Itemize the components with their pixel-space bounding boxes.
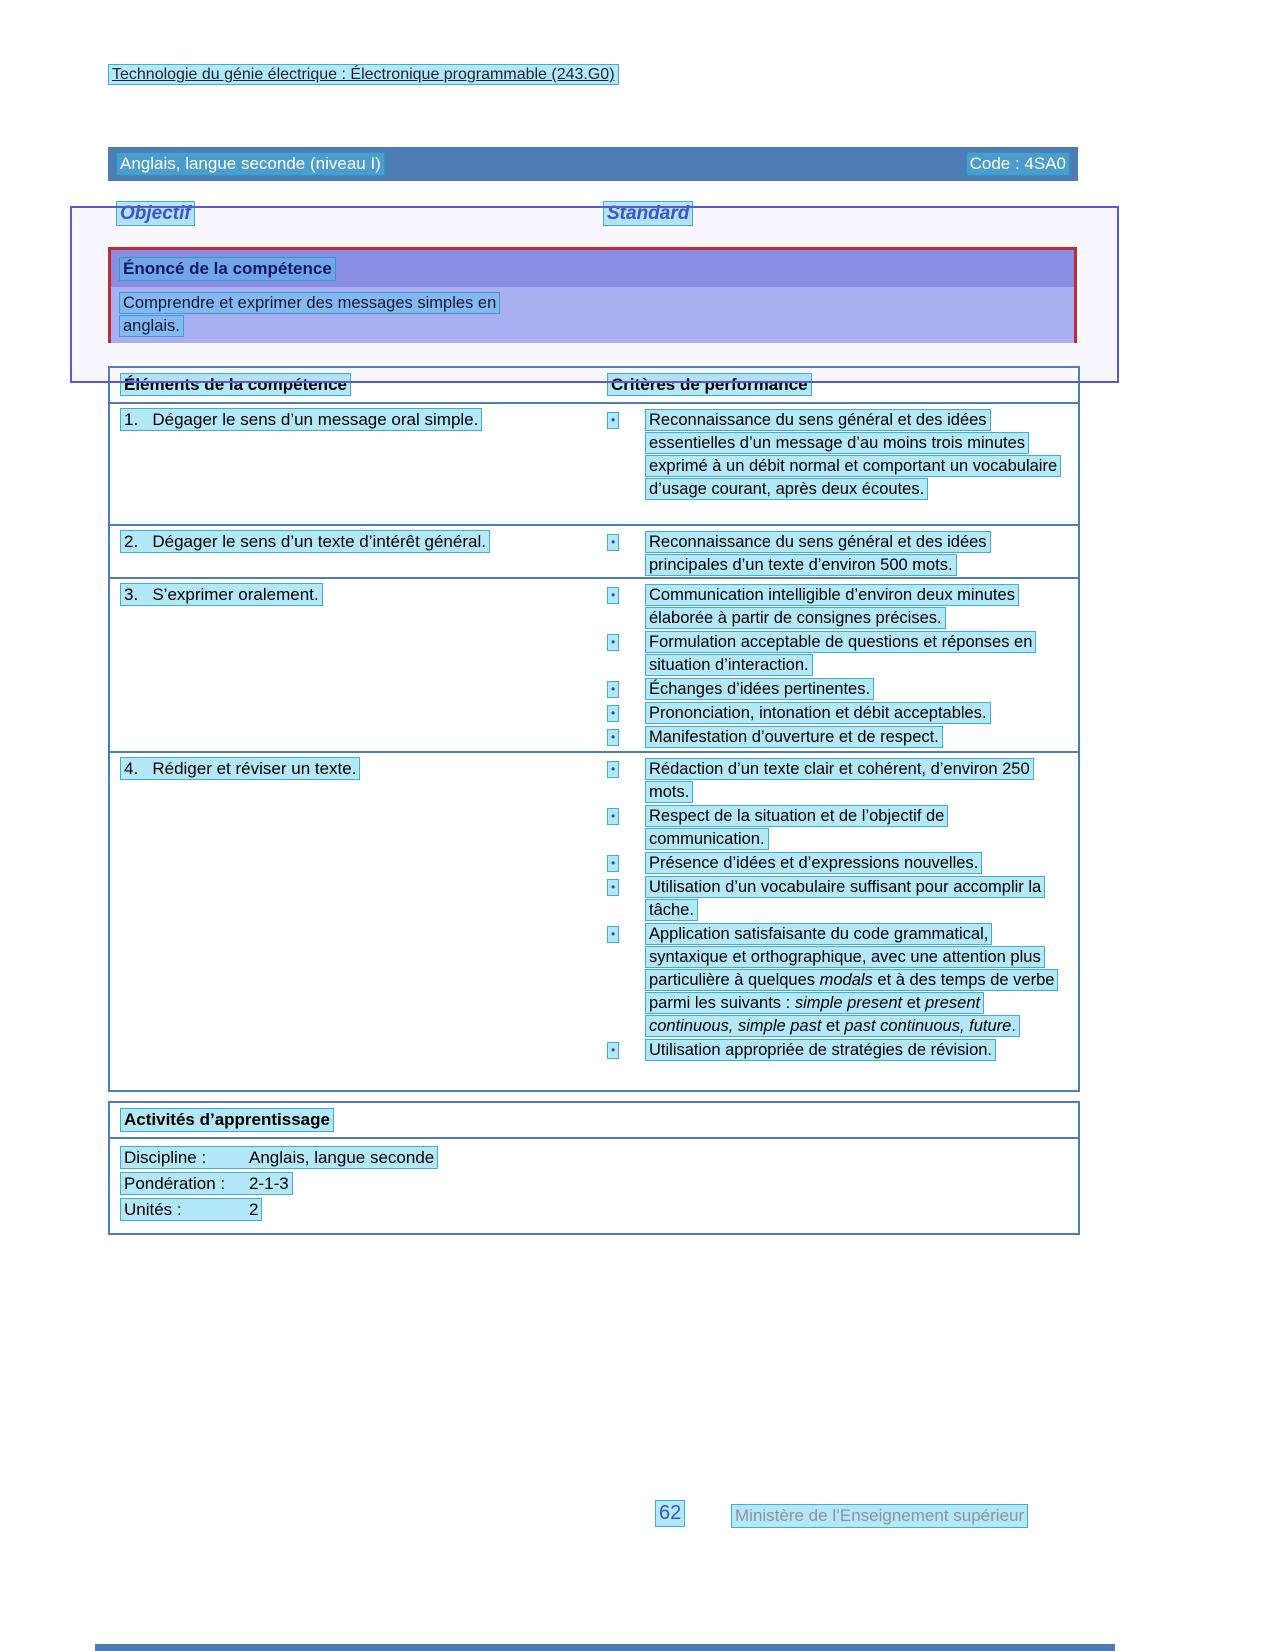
enonce-body-text: Comprendre et exprimer des messages simples en anglais. [119, 292, 500, 337]
bullet-icon: • [607, 681, 619, 698]
bullet-icon: • [607, 1042, 619, 1059]
element-cell [110, 526, 597, 577]
criterion-text: Présence d’idées et d’expressions nouvelles. [645, 852, 982, 874]
criteria-cell [597, 404, 1078, 524]
course-title-bar [108, 147, 1078, 181]
enonce-heading-text: Énoncé de la compétence [119, 257, 336, 281]
activities-heading [110, 1103, 1078, 1139]
enonce-heading [111, 250, 1074, 287]
enonce-box [108, 247, 1077, 343]
activity-value: 2 [249, 1200, 259, 1219]
bullet-icon: • [607, 634, 619, 651]
activity-row [120, 1145, 1068, 1171]
next-page-edge-bar [95, 1644, 1115, 1651]
activity-label: Unités : [124, 1200, 182, 1219]
activity-value: Anglais, langue seconde [249, 1148, 435, 1167]
criterion-text: Reconnaissance du sens général et des idées essentielles d’un message d’au moins trois minutes exprimé à un débit normal et comportant un vocabulaire d’usage courant, après deux écoutes. [645, 409, 1061, 500]
criterion-text: Utilisation appropriée de stratégies de révision. [645, 1039, 996, 1061]
table-row [110, 526, 1078, 579]
bullet-icon: • [607, 855, 619, 872]
element-text: 3. S’exprimer oralement. [120, 583, 323, 606]
table-row [110, 579, 1078, 753]
standard-heading [603, 203, 693, 225]
criterion-item [597, 1039, 1064, 1062]
criterion-item [597, 531, 1064, 577]
activity-row [120, 1171, 1068, 1197]
table-header-elements [110, 375, 597, 395]
bullet-icon: • [607, 808, 619, 825]
criterion-text: Manifestation d’ouverture et de respect. [645, 726, 943, 748]
element-cell [110, 404, 597, 524]
criterion-item [597, 923, 1064, 1038]
criterion-item [597, 758, 1064, 804]
criterion-item [597, 805, 1064, 851]
activity-label: Discipline : [124, 1148, 207, 1167]
activities-body [110, 1139, 1078, 1229]
bullet-icon: • [607, 761, 619, 778]
activity-row-text [120, 1172, 293, 1195]
table-header-criteria [597, 375, 1078, 395]
criteria-cell [597, 579, 1078, 751]
bullet-icon: • [607, 705, 619, 722]
objectif-heading-text: Objectif [116, 201, 195, 226]
course-title: Anglais, langue seconde (niveau I) [116, 152, 385, 176]
criterion-item [597, 584, 1064, 630]
course-code: Code : 4SA0 [966, 152, 1070, 176]
activity-row [120, 1197, 1068, 1223]
running-header-text: Technologie du génie électrique : Électronique programmable (243.G0) [108, 64, 619, 85]
criterion-text: Communication intelligible d’environ deux minutes élaborée à partir de consignes précises. [645, 584, 1019, 629]
activity-row-text [120, 1198, 262, 1221]
element-text: 4. Rédiger et réviser un texte. [120, 757, 360, 780]
criteria-cell [597, 526, 1078, 577]
objectif-heading [116, 203, 195, 225]
page-number: 62 [655, 1500, 685, 1527]
activities-heading-text: Activités d’apprentissage [120, 1108, 334, 1132]
criterion-item [597, 631, 1064, 677]
criterion-text: Prononciation, intonation et débit acceptables. [645, 702, 991, 724]
bullet-icon: • [607, 534, 619, 551]
criterion-text: Application satisfaisante du code grammatical, syntaxique et orthographique, avec une attention plus particulière à quelques modals et à des temps de verbe parmi les suivants : simple present et present continuous, simple past et past continuous, future. [645, 923, 1058, 1037]
table-row [110, 753, 1078, 1090]
element-cell [110, 753, 597, 1090]
criteria-cell [597, 753, 1078, 1090]
criterion-item [597, 702, 1064, 725]
criterion-item [597, 678, 1064, 701]
table-body [110, 404, 1078, 1090]
element-cell [110, 579, 597, 751]
bullet-icon: • [607, 879, 619, 896]
competence-table [108, 366, 1080, 1092]
table-header-row [110, 368, 1078, 404]
bullet-icon: • [607, 926, 619, 943]
criterion-text: Respect de la situation et de l’objectif de communication. [645, 805, 948, 850]
criterion-item [597, 409, 1064, 501]
bullet-icon: • [607, 587, 619, 604]
criterion-text: Utilisation d’un vocabulaire suffisant pour accomplir la tâche. [645, 876, 1045, 921]
standard-heading-text: Standard [603, 201, 693, 226]
table-header-elements-text: Éléments de la compétence [120, 373, 351, 396]
bullet-icon: • [607, 412, 619, 429]
criterion-item [597, 852, 1064, 875]
criterion-text: Échanges d’idées pertinentes. [645, 678, 874, 700]
criterion-text: Reconnaissance du sens général et des idées principales d’un texte d’environ 500 mots. [645, 531, 991, 576]
enonce-body [111, 287, 1074, 343]
activity-row-text [120, 1146, 438, 1169]
activities-box [108, 1101, 1080, 1235]
criterion-text: Formulation acceptable de questions et réponses en situation d’interaction. [645, 631, 1036, 676]
running-header [108, 66, 619, 84]
table-header-criteria-text: Critères de performance [607, 373, 812, 396]
bullet-icon: • [607, 729, 619, 746]
element-text: 1. Dégager le sens d’un message oral simple. [120, 408, 482, 431]
table-row [110, 404, 1078, 526]
activity-label: Pondération : [124, 1174, 226, 1193]
activity-value: 2-1-3 [249, 1174, 289, 1193]
element-text: 2. Dégager le sens d’un texte d’intérêt général. [120, 530, 490, 553]
criterion-item [597, 726, 1064, 749]
criterion-text: Rédaction d’un texte clair et cohérent, d’environ 250 mots. [645, 758, 1034, 803]
criterion-item [597, 876, 1064, 922]
ministry-name: Ministère de l’Enseignement supérieur [731, 1504, 1028, 1528]
